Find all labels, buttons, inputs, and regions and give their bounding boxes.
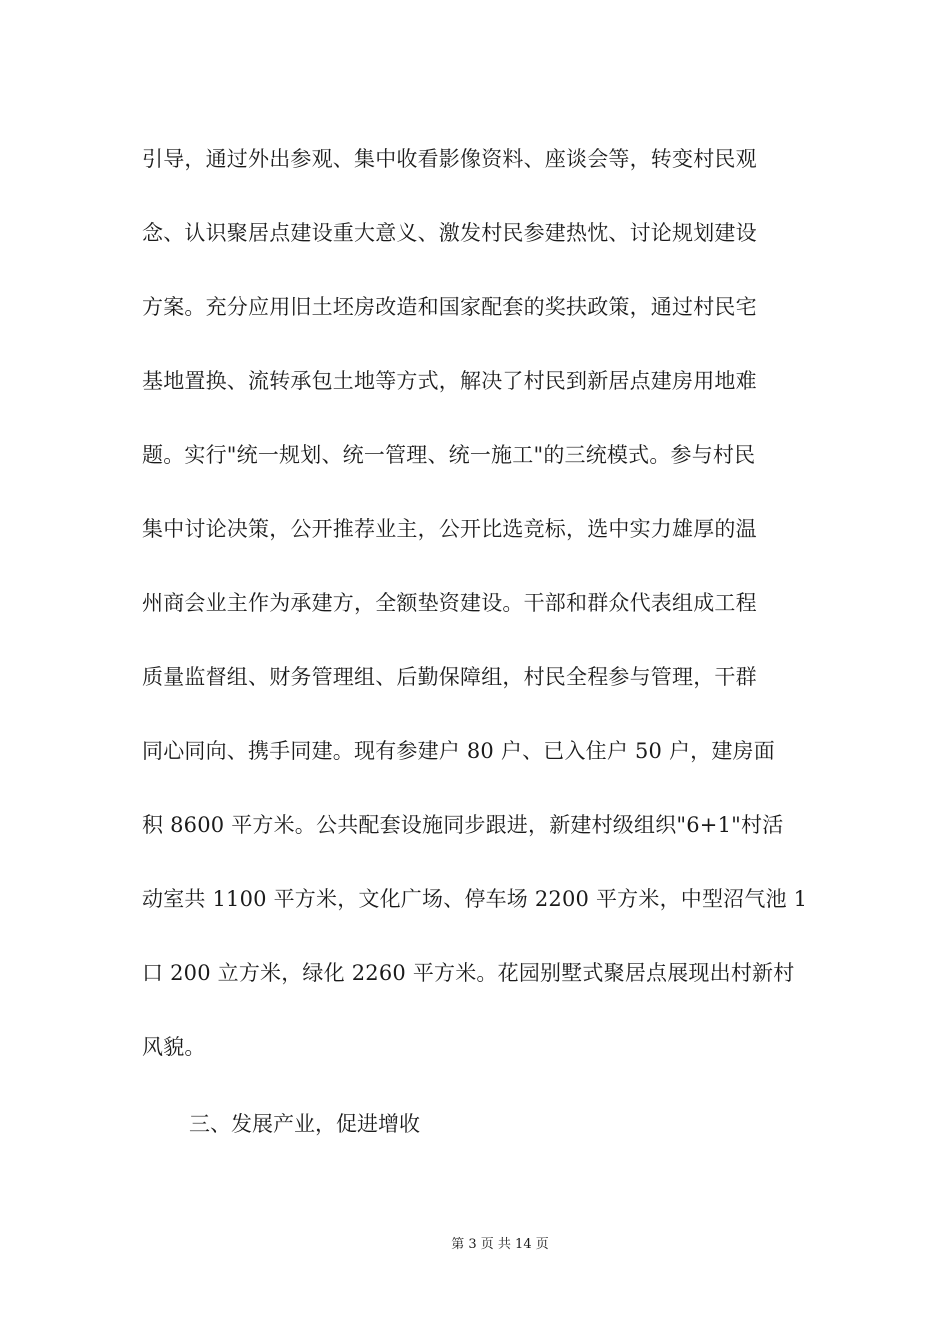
- paragraph-line: 方案。充分应用旧土坯房改造和国家配套的奖扶政策，通过村民宅: [142, 295, 757, 319]
- paragraph-line: 积 8600 平方米。公共配套设施同步跟进，新建村级组织"6+1"村活: [142, 813, 784, 837]
- section-heading: 三、发展产业，促进增收: [189, 1112, 420, 1136]
- page-number-footer: 第 3 页 共 14 页: [451, 1237, 549, 1252]
- paragraph-line: 州商会业主作为承建方，全额垫资建设。干部和群众代表组成工程: [142, 591, 757, 615]
- paragraph-line: 同心同向、携手同建。现有参建户 80 户、已入住户 50 户，建房面: [142, 739, 775, 763]
- paragraph-line: 动室共 1100 平方米，文化广场、停车场 2200 平方米，中型沼气池 1: [142, 887, 808, 911]
- body-paragraph: [142, 135, 822, 1097]
- paragraph-line: 质量监督组、财务管理组、后勤保障组，村民全程参与管理，干群: [142, 665, 757, 689]
- paragraph-line: 口 200 立方米，绿化 2260 平方米。花园别墅式聚居点展现出村新村: [142, 961, 795, 985]
- paragraph-line: 集中讨论决策，公开推荐业主，公开比选竞标，选中实力雄厚的温: [142, 517, 757, 541]
- paragraph-line: 引导，通过外出参观、集中收看影像资料、座谈会等，转变村民观: [142, 147, 757, 171]
- paragraph-line: 念、认识聚居点建设重大意义、激发村民参建热忱、讨论规划建设: [142, 221, 757, 245]
- paragraph-line: 题。实行"统一规划、统一管理、统一施工"的三统模式。参与村民: [142, 443, 756, 467]
- paragraph-line: 风貌。: [142, 1035, 206, 1059]
- paragraph-line: 基地置换、流转承包土地等方式，解决了村民到新居点建房用地难: [142, 369, 757, 393]
